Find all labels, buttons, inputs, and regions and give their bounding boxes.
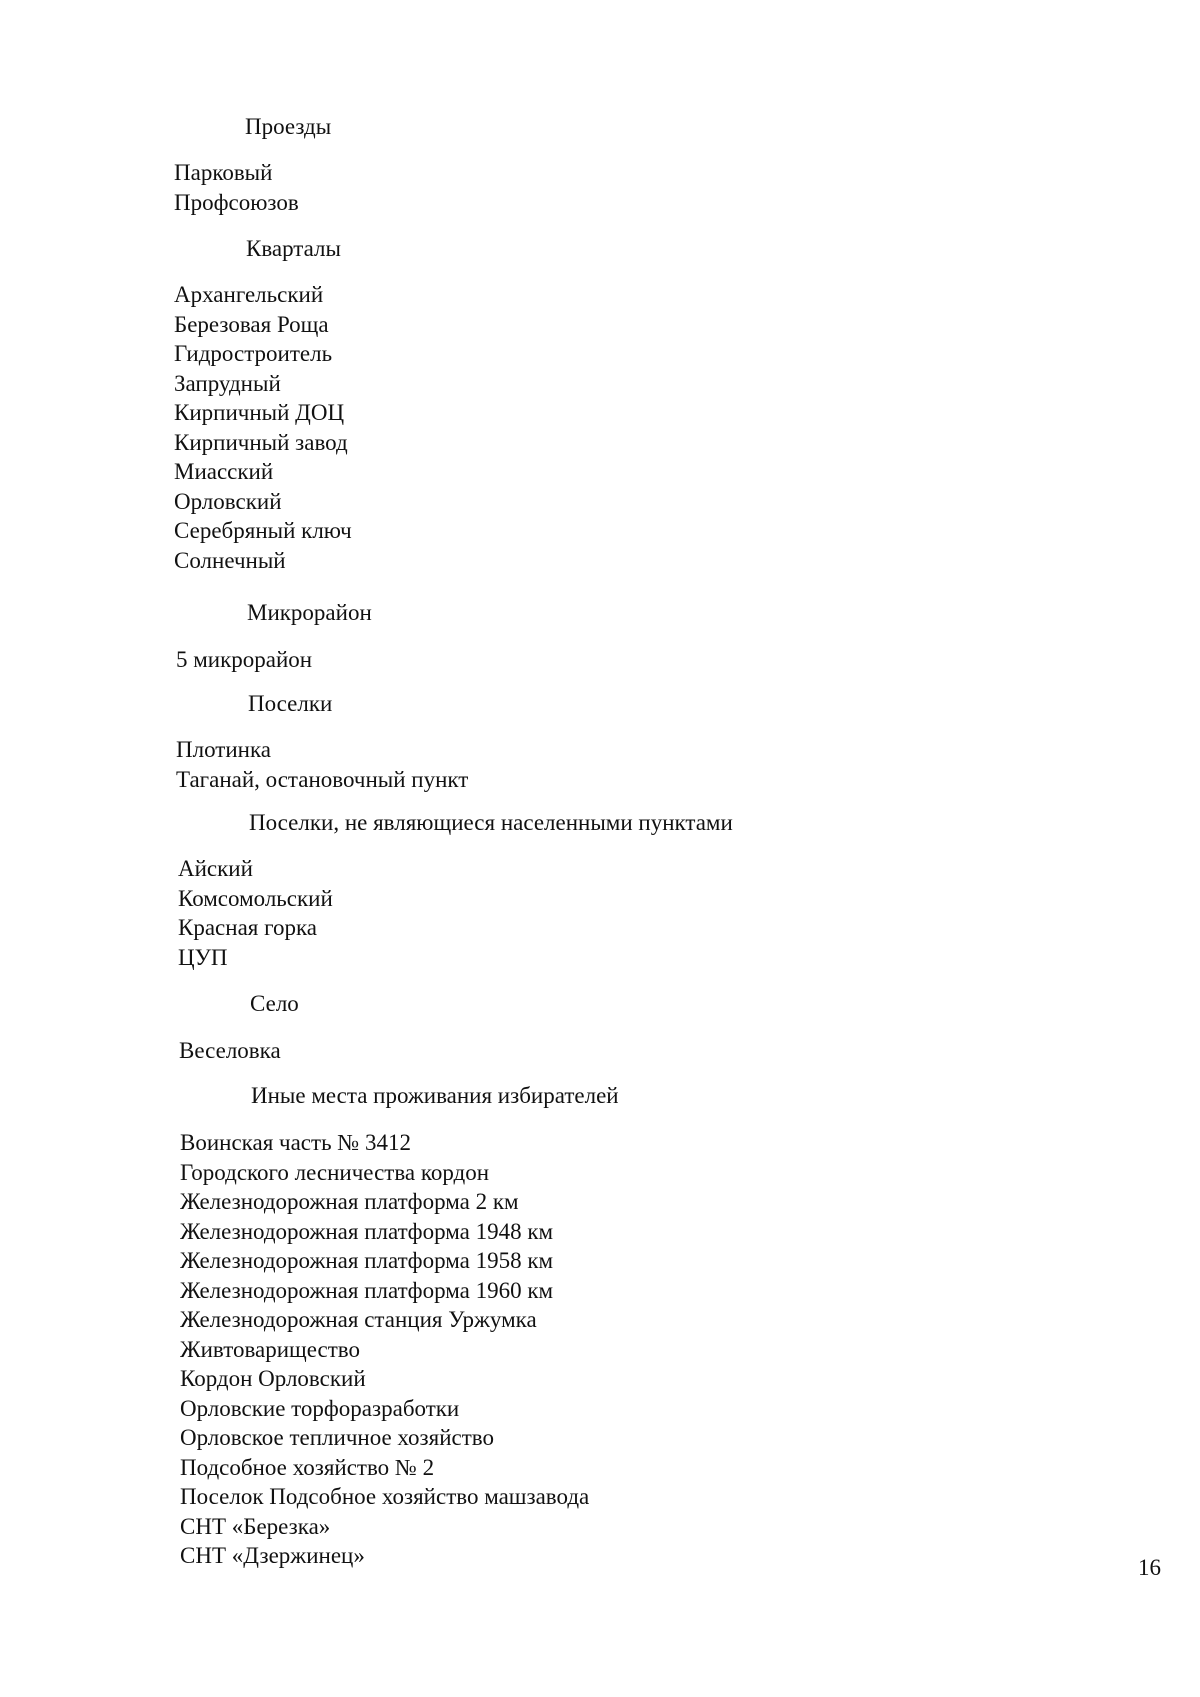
list-item: Воинская часть № 3412 bbox=[180, 1130, 411, 1155]
list-item: Веселовка bbox=[179, 1038, 281, 1063]
list-item: СНТ «Дзержинец» bbox=[180, 1543, 365, 1568]
list-item: Железнодорожная платформа 2 км bbox=[180, 1189, 519, 1214]
list-item: Комсомольский bbox=[178, 885, 333, 911]
section-heading-proezdy: Проезды bbox=[245, 114, 332, 139]
list-kvartaly bbox=[174, 280, 352, 575]
list-item: Красная горка bbox=[178, 915, 317, 940]
list-item: Айский bbox=[178, 856, 253, 881]
list-item: Миасский bbox=[174, 459, 274, 484]
list-item: Орловское тепличное хозяйство bbox=[180, 1425, 494, 1450]
list-item: Плотинка bbox=[176, 737, 271, 762]
list-poselki bbox=[176, 735, 468, 794]
list-selo bbox=[179, 1036, 281, 1066]
list-item: Таганай, остановочный пункт bbox=[176, 766, 469, 792]
list-item: Кирпичный ДОЦ bbox=[174, 400, 345, 425]
list-item: Орловский bbox=[174, 488, 282, 514]
list-item: Гидростроитель bbox=[174, 341, 333, 366]
list-proezdy bbox=[174, 158, 299, 217]
list-poselki-ne-np bbox=[178, 854, 333, 972]
list-item: Живтоварищество bbox=[180, 1336, 360, 1362]
list-item: Поселок Подсобное хозяйство машзавода bbox=[180, 1484, 590, 1509]
list-item: Кирпичный завод bbox=[174, 429, 348, 455]
list-item: Железнодорожная станция Уржумка bbox=[180, 1307, 537, 1332]
list-item: Парковый bbox=[174, 160, 273, 185]
list-item: Архангельский bbox=[174, 282, 324, 307]
list-item: Городского лесничества кордон bbox=[180, 1159, 490, 1185]
list-inye-mesta bbox=[180, 1128, 589, 1571]
section-heading-inye-mesta: Иные места проживания избирателей bbox=[251, 1083, 619, 1108]
list-item: Железнодорожная платформа 1960 км bbox=[180, 1277, 554, 1303]
list-item: Серебряный ключ bbox=[174, 518, 352, 543]
list-item: Березовая Роща bbox=[174, 311, 329, 337]
section-heading-poselki-ne-np: Поселки, не являющиеся населенными пунктами bbox=[249, 810, 733, 835]
list-item: СНТ «Березка» bbox=[180, 1513, 331, 1539]
list-item: Кордон Орловский bbox=[180, 1366, 366, 1391]
list-item: ЦУП bbox=[178, 944, 228, 970]
list-item: Запрудный bbox=[174, 370, 281, 396]
list-item: Солнечный bbox=[174, 547, 286, 573]
list-item: Орловские торфоразработки bbox=[180, 1395, 460, 1421]
section-heading-selo: Село bbox=[250, 991, 299, 1016]
section-heading-poselki: Поселки bbox=[248, 691, 333, 716]
list-mikrorayon bbox=[176, 645, 312, 675]
list-item: Железнодорожная платформа 1958 км bbox=[180, 1248, 554, 1273]
page-number: 16 bbox=[1138, 1555, 1161, 1580]
list-item: Железнодорожная платформа 1948 км bbox=[180, 1218, 554, 1244]
section-heading-kvartaly: Кварталы bbox=[246, 236, 341, 261]
list-item: 5 микрорайон bbox=[176, 647, 313, 672]
list-item: Профсоюзов bbox=[174, 189, 299, 215]
section-heading-mikrorayon: Микрорайон bbox=[247, 600, 372, 625]
list-item: Подсобное хозяйство № 2 bbox=[180, 1454, 435, 1480]
